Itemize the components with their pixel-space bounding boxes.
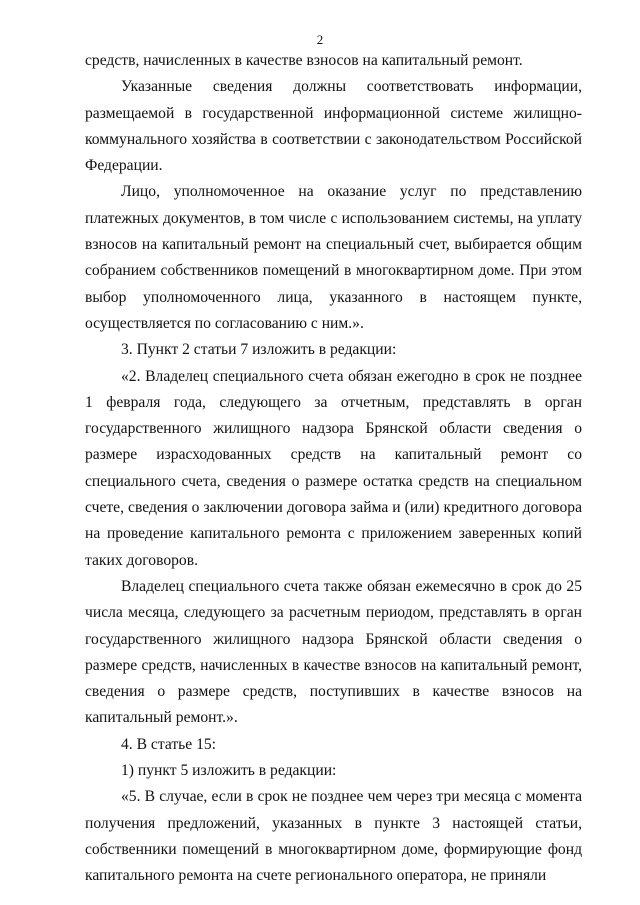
paragraph-subitem-1: 1) пункт 5 изложить в редакции: — [121, 762, 337, 780]
page-number: 2 — [316, 32, 324, 47]
paragraph-article-15-point-5: «5. В случае, если в срок не позднее чем через три месяца с момента получения предложений, указанных в пункте 3 настоящей статьи, собственники помещений в многоквартирном доме, формирующие фонд капитального ремонта на счете регионального оператора, не приняли — [85, 788, 582, 885]
paragraph-info-requirement: Указанные сведения должны соответствовать информации, размещаемой в государственной информационной системе жилищно-коммунального хозяйства в соответствии с законодательством Российской Федерации. — [85, 78, 582, 175]
paragraph-item-4-heading: 4. В статье 15: — [121, 735, 217, 753]
paragraph-authorized-person: Лицо, уполномоченное на оказание услуг по представлению платежных документов, в том числе с использованием системы, на уплату взносов на капитальный ремонт на специальный счет, выбирается общим собранием собственников помещений в многоквартирном доме. При этом выбор уполномоченного лица, указанного в настоящем пункте, осуществляется по согласованию с ним.». — [85, 183, 582, 332]
paragraph-continuation: средств, начисленных в качестве взносов на капитальный ремонт. — [85, 52, 523, 69]
paragraph-article-7-point-2: «2. Владелец специального счета обязан ежегодно в срок не позднее 1 февраля года, следующего за отчетным, представлять в орган государственного жилищного надзора Брянской области сведения о размере израсходованных средств на капитальный ремонт со специального счета, сведения о размере остатка средств на специальном счете, сведения о заключении договора займа и (или) кредитного договора на проведение капитального ремонта с приложением заверенных копий таких договоров. — [85, 367, 582, 569]
document-body — [85, 48, 582, 890]
paragraph-item-3-heading: 3. Пункт 2 статьи 7 изложить в редакции: — [121, 341, 397, 359]
paragraph-monthly-report: Владелец специального счета также обязан ежемесячно в срок до 25 числа месяца, следующего за расчетным периодом, представлять в орган государственного жилищного надзора Брянской области сведения о размере средств, начисленных в качестве взносов на капитальный ремонт, сведения о размере средств, поступивших в качестве взносов на капитальный ремонт.». — [85, 577, 582, 727]
